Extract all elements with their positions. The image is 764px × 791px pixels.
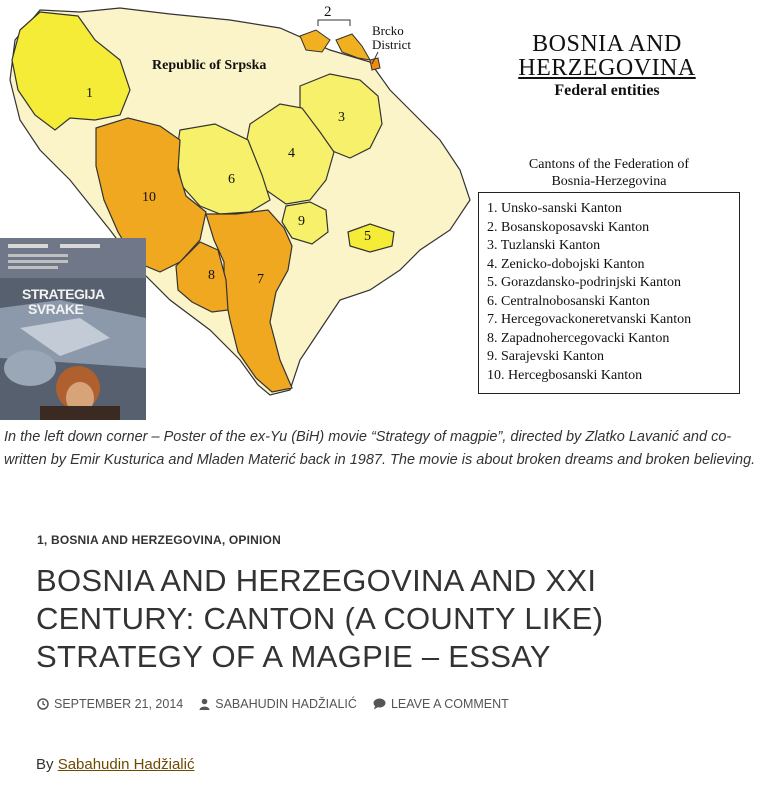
post-date-text: SEPTEMBER 21, 2014	[54, 697, 184, 711]
poster-title-2: SVRAKE	[28, 301, 84, 317]
category-link-1[interactable]: 1	[37, 533, 44, 547]
byline-author-link[interactable]: Sabahudin Hadžialić	[57, 756, 195, 773]
canton-label-8: 8	[208, 268, 215, 283]
marker-2: 2	[324, 4, 332, 20]
brcko-label-1: Brcko	[372, 23, 404, 38]
post-date[interactable]	[37, 697, 183, 711]
legend-heading-2: Bosnia-Herzegovina	[551, 174, 667, 189]
clock-icon	[37, 698, 49, 710]
canton-label-10: 10	[142, 190, 156, 205]
poster-artwork	[0, 238, 146, 420]
marker-bracket	[318, 20, 350, 26]
post-author[interactable]	[199, 697, 357, 711]
legend-box	[478, 192, 740, 394]
comment-icon	[373, 698, 386, 710]
canton-label-9: 9	[298, 214, 305, 229]
user-icon	[199, 698, 210, 710]
post-meta	[37, 697, 525, 711]
brcko-label-2: District	[372, 37, 411, 52]
republic-label: Republic of Srpska	[152, 58, 267, 73]
legend-item: 4. Zenicko-dobojski Kanton	[487, 256, 645, 272]
legend-item: 1. Unsko-sanski Kanton	[487, 201, 622, 216]
map-subtitle: Federal entities	[554, 82, 660, 99]
legend-heading-1: Cantons of the Federation of	[528, 157, 690, 172]
map-title-line2: HERZEGOVINA	[518, 55, 696, 81]
category-link-opinion[interactable]: OPINION	[228, 533, 281, 547]
canton-label-7: 7	[257, 272, 264, 287]
category-link-bosnia[interactable]: BOSNIA AND HERZEGOVINA	[50, 533, 222, 547]
byline-prefix: By	[36, 756, 54, 773]
byline	[36, 756, 194, 773]
legend-item: 10. Hercegbosanski Kanton	[487, 367, 643, 383]
map-title-line1: BOSNIA AND	[532, 31, 682, 57]
legend-item: 3. Tuzlanski Kanton	[487, 238, 601, 253]
canton-label-4: 4	[288, 146, 295, 161]
legend-item: 5. Gorazdansko-podrinjski Kanton	[487, 275, 682, 290]
movie-poster	[0, 238, 146, 420]
legend-item: 7. Hercegovackoneretvanski Kanton	[487, 312, 692, 327]
canton-label-5: 5	[364, 229, 371, 244]
poster-title-1: STRATEGIJA	[22, 286, 105, 302]
legend-item: 8. Zapadnohercegovacki Kanton	[487, 330, 670, 346]
brcko-district	[370, 58, 380, 70]
map-title	[494, 32, 720, 102]
image-caption: In the left down corner – Poster of the ex-Yu (BiH) movie “Strategy of magpie”, directed by Zlatko Lavanić and co-written by Emir Kusturica and Mladen Materić back in 1987. The movie is about broken dreams and broken believing.	[4, 429, 756, 468]
leave-comment-link[interactable]	[373, 697, 509, 711]
post-categories: 1, BOSNIA AND HERZEGOVINA, OPINION	[37, 533, 281, 547]
leave-comment-text: LEAVE A COMMENT	[390, 697, 509, 711]
canton-label-1: 1	[86, 86, 93, 101]
canton-label-6: 6	[228, 172, 235, 187]
legend-heading	[497, 156, 721, 190]
canton-label-3: 3	[338, 110, 345, 125]
legend-item: 9. Sarajevski Kanton	[487, 349, 605, 364]
legend-item: 6. Centralnobosanski Kanton	[487, 293, 650, 309]
post-title: BOSNIA AND HERZEGOVINA AND XXI CENTURY: CANTON (A COUNTY LIKE) STRATEGY OF A MAGPIE – ESSAY	[36, 563, 604, 674]
legend-item: 2. Bosanskoposavski Kanton	[487, 219, 650, 235]
post-author-text: SABAHUDIN HADŽIALIĆ	[215, 697, 357, 711]
